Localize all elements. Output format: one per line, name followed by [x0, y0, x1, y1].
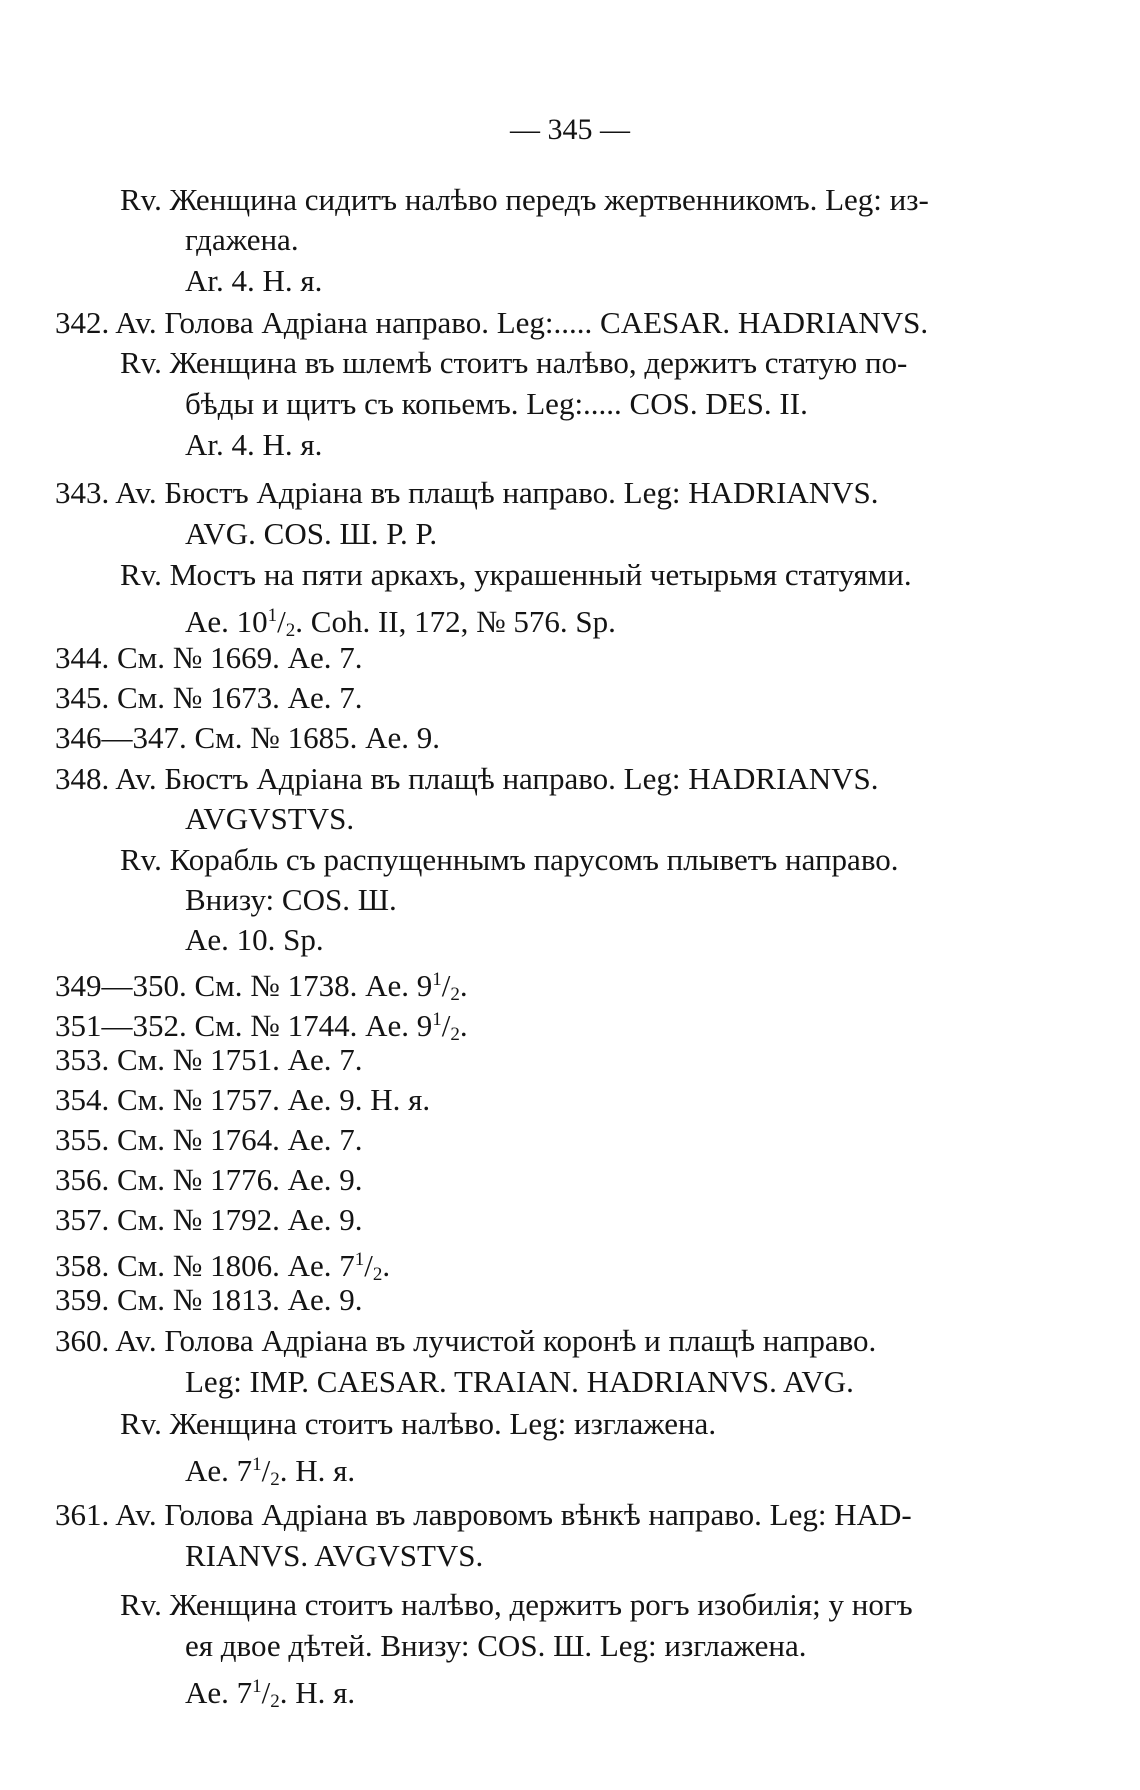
text-line: AVG. COS. Ш. P. P. [185, 516, 438, 551]
fraction-denominator: 2 [270, 1691, 280, 1712]
fraction-denominator: 2 [285, 620, 296, 641]
text-line: бѣды и щитъ съ копьемъ. Leg:..... COS. DES. II. [185, 386, 808, 421]
fraction-slash: / [441, 968, 451, 1003]
fraction-slash: / [441, 1008, 451, 1043]
text-fragment: . [382, 1248, 391, 1283]
text-fragment: Ae. 10 [185, 604, 268, 639]
text-fragment: . [459, 1008, 468, 1043]
text-line: 360. Av. Голова Адріана въ лучистой коронѣ и плащѣ направо. [55, 1323, 877, 1358]
fraction-numerator: 1 [252, 1454, 262, 1475]
fraction-numerator: 1 [267, 605, 278, 626]
text-line: Ar. 4. H. я. [185, 263, 323, 298]
text-line: 353. См. № 1751. Ae. 7. [55, 1042, 363, 1077]
text-fragment: 358. См. № 1806. Ae. 7 [55, 1248, 355, 1283]
text-line: 354. См. № 1757. Ae. 9. H. я. [55, 1082, 431, 1117]
fraction-denominator: 2 [450, 1024, 460, 1045]
text-line: 348. Av. Бюстъ Адріана въ плащѣ направо. Leg: HADRIANVS. [55, 761, 879, 796]
text-line: Rv. Мостъ на пяти аркахъ, украшенный четырьмя статуями. [120, 557, 912, 592]
text-line: гдажена. [185, 222, 299, 257]
fraction-slash: / [364, 1248, 373, 1283]
text-line [185, 1447, 355, 1498]
text-line: Rv. Женщина сидитъ налѣво передъ жертвенникомъ. Leg: из- [120, 182, 929, 217]
text-line: Ae. 10. Sp. [185, 922, 324, 957]
text-fragment: 349—350. См. № 1738. Ae. 9 [55, 968, 433, 1003]
text-fragment: Ae. 7 [185, 1675, 253, 1710]
text-line: 361. Av. Голова Адріана въ лавровомъ вѣнкѣ направо. Leg: HAD- [55, 1497, 912, 1532]
text-line: AVGVSTVS. [185, 801, 355, 836]
fraction-slash: / [261, 1675, 271, 1710]
text-line: 345. См. № 1673. Ae. 7. [55, 680, 363, 715]
text-line: Rv. Женщина въ шлемѣ стоитъ налѣво, держитъ статую по- [120, 345, 908, 380]
text-fragment: . [459, 968, 468, 1003]
text-line: Ar. 4. H. я. [185, 427, 323, 462]
text-line: 357. См. № 1792. Ae. 9. [55, 1202, 363, 1237]
text-line: 359. См. № 1813. Ae. 9. [55, 1282, 363, 1317]
text-line: 346—347. См. № 1685. Ae. 9. [55, 720, 441, 755]
text-line: 342. Av. Голова Адріана направо. Leg:..... CAESAR. HADRIANVS. [55, 305, 929, 340]
text-fragment: . H. я. [279, 1453, 356, 1488]
text-line: RIANVS. AVGVSTVS. [185, 1538, 484, 1573]
fraction-denominator: 2 [450, 984, 460, 1005]
text-line: 356. См. № 1776. Ae. 9. [55, 1162, 363, 1197]
text-line: 343. Av. Бюстъ Адріана въ плащѣ направо. Leg: HADRIANVS. [55, 475, 879, 510]
text-line: Внизу: COS. Ш. [185, 882, 397, 917]
page-number: — 345 — [510, 113, 630, 146]
fraction-denominator: 2 [270, 1469, 280, 1490]
text-line: 355. См. № 1764. Ae. 7. [55, 1122, 363, 1157]
text-line: Rv. Женщина стоитъ налѣво. Leg: изглажена. [120, 1406, 717, 1441]
text-fragment: . Coh. II, 172, № 576. Sp. [295, 604, 616, 639]
text-line: Rv. Женщина стоитъ налѣво, держитъ рогъ изобилія; у ногъ [120, 1587, 913, 1622]
fraction-slash: / [261, 1453, 271, 1488]
text-fragment: 351—352. См. № 1744. Ae. 9 [55, 1008, 433, 1043]
text-fragment: Ae. 7 [185, 1453, 253, 1488]
text-fragment: . H. я. [279, 1675, 356, 1710]
fraction-numerator: 1 [432, 969, 442, 990]
text-line [185, 1669, 355, 1720]
fraction-denominator: 2 [372, 1264, 383, 1285]
text-line: 344. См. № 1669. Ae. 7. [55, 640, 363, 675]
text-line: Leg: IMP. CAESAR. TRAIAN. HADRIANVS. AVG. [185, 1364, 854, 1399]
fraction-numerator: 1 [354, 1249, 365, 1270]
fraction-numerator: 1 [432, 1009, 442, 1030]
text-line: Rv. Корабль съ распущеннымъ парусомъ плыветъ направо. [120, 842, 899, 877]
fraction-slash: / [277, 604, 286, 639]
text-line: ея двое дѣтей. Внизу: COS. Ш. Leg: изглажена. [185, 1628, 807, 1663]
fraction-numerator: 1 [252, 1676, 262, 1697]
